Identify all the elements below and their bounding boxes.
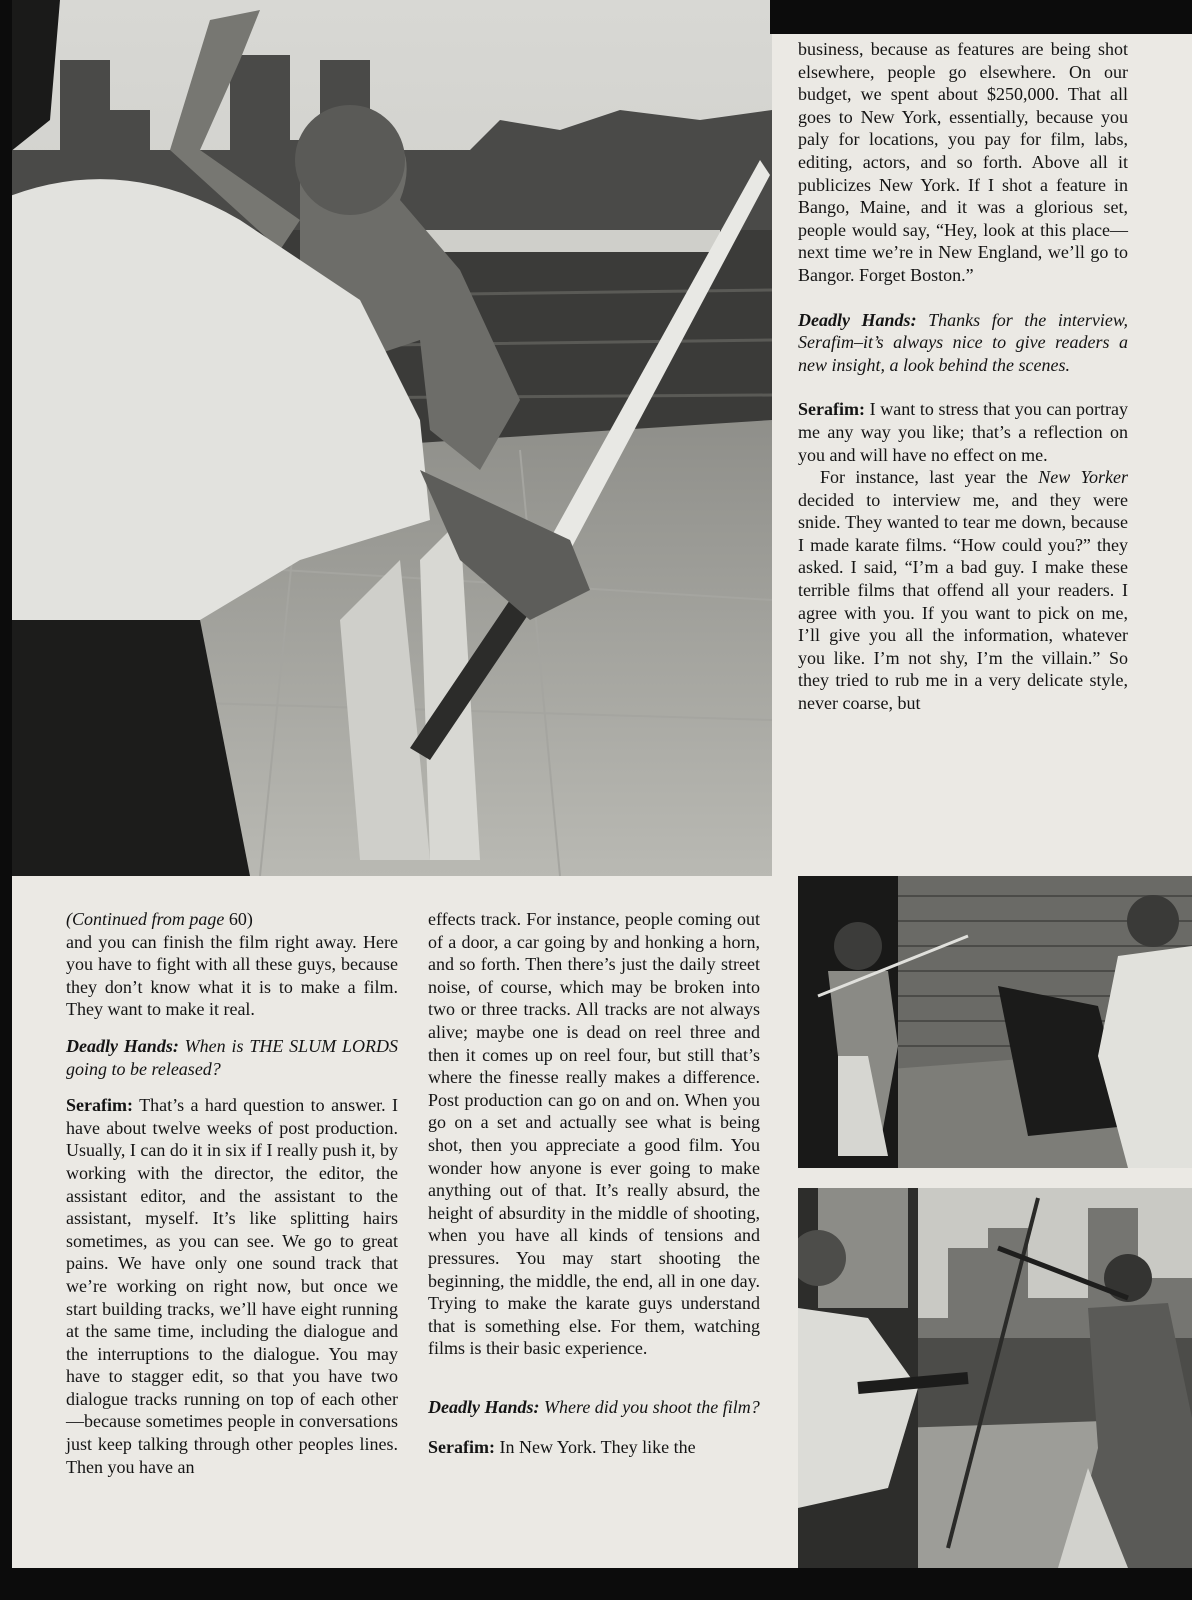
- continuation-note: [66, 908, 398, 931]
- question-text: Thanks for the interview, Serafim–it’s always nice to give readers a new insight, a look behind the scenes.: [798, 309, 1128, 375]
- speaker-label: Serafim:: [798, 399, 865, 420]
- speaker-label: Deadly Hands:: [66, 1035, 179, 1056]
- paragraph: effects track. For instance, people coming out of a door, a car going by and honking a horn, and so forth. Then there’s just the daily street noise, of course, which may be broken into two or three tracks. All tracks are not always alive; maybe one is dead on reel three and then it comes up on reel four, but still that’s where the finesse really makes a difference. Post production can go on and on. When you go on a set and actually see what is being shot, then you appreciate a good film. You wonder how anyone is ever going to make anything out of that. It’s really absurd, the height of absurdity in the middle of shooting, when you have all kinds of tensions and pressures. You may start shooting the beginning, the middle, the end, all in one day. Trying to make the karate guys understand that is something else. For them, watching films is their basic experience.: [428, 909, 760, 1359]
- speaker-label: Deadly Hands:: [428, 1396, 540, 1417]
- text-run: For instance, last year the: [820, 467, 1039, 488]
- continued-label: (Continued from page: [66, 909, 229, 929]
- speaker-label: Deadly Hands:: [798, 309, 917, 330]
- article-column-right: [798, 38, 1128, 715]
- photo-rooftop-fight: [0, 0, 772, 876]
- interview-answer: [66, 1094, 398, 1478]
- speaker-label: Serafim:: [66, 1095, 133, 1116]
- interview-question: [66, 1035, 398, 1080]
- interview-answer: [798, 398, 1128, 466]
- paragraph: [798, 466, 1128, 715]
- page-border-top: [770, 0, 1192, 34]
- page-border-left: [0, 0, 12, 1600]
- photo-skyline-fight: [798, 1188, 1192, 1568]
- question-text: Where did you shoot the film?: [544, 1396, 760, 1417]
- speaker-label: Serafim:: [428, 1437, 495, 1458]
- answer-text: I want to stress that you can portray me any way you like; that’s a reflection on you and will have no effect on me.: [798, 399, 1128, 465]
- interview-answer: [428, 1436, 760, 1459]
- publication-title: New Yorker: [1038, 467, 1128, 488]
- continued-page-number: 60: [228, 909, 247, 929]
- article-column-middle: [428, 908, 760, 1459]
- question-text: When is THE SLUM LORDS going to be released?: [66, 1035, 398, 1079]
- interview-question: [428, 1396, 760, 1419]
- answer-text: That’s a hard question to answer. I have about twelve weeks of post production. Usually, I can do it in six if I really push it, by working with the director, the editor, the assistant editor, and the assistant to the assistant, myself. It’s like splitting hairs sometimes, as you can see. We go to great pains. We have only one sound track that we’re working on right now, but once we start building tracks, we’ll have eight running at the same time, including the dialogue and the interruptions to the dialogue. You may have to stagger edit, so that you have two dialogue tracks running on top of each other—because sometimes people in conversations just keep talking through other peoples lines. Then you have an: [66, 1095, 398, 1477]
- continued-close: ): [246, 909, 253, 929]
- article-column-left: [66, 908, 398, 1478]
- photo-alley-fight: [798, 876, 1192, 1168]
- interview-question: [798, 309, 1128, 377]
- page-border-bottom: [0, 1568, 1192, 1600]
- paragraph: and you can finish the film right away. Here you have to fight with all these guys, because they don’t know what it is to make a film. They want to make it real.: [66, 931, 398, 1020]
- text-run: decided to interview me, and they were snide. They wanted to tear me down, because I made karate films. “How could you?” they asked. I said, “I’m a bad guy. I make these terrible films that offend all your readers. I agree with you. If you want to pick on me, I’ll give you all the information, whatever you like. I’m not shy, I’m the villain.” So they tried to rub me in a very delicate style, never coarse, but: [798, 489, 1128, 714]
- answer-text: In New York. They like the: [499, 1437, 696, 1458]
- paragraph: business, because as features are being shot elsewhere, people go elsewhere. On our budget, we spent about $250,000. That all goes to New York, essentially, because you paly for locations, you pay for film, labs, editing, actors, and so forth. Above all it publicizes New York. If I shot a feature in Bango, Maine, and it was a glorious set, people would say, “Hey, look at this place—next time we’re in New England, we’ll go to Bangor. Forget Boston.”: [798, 39, 1128, 285]
